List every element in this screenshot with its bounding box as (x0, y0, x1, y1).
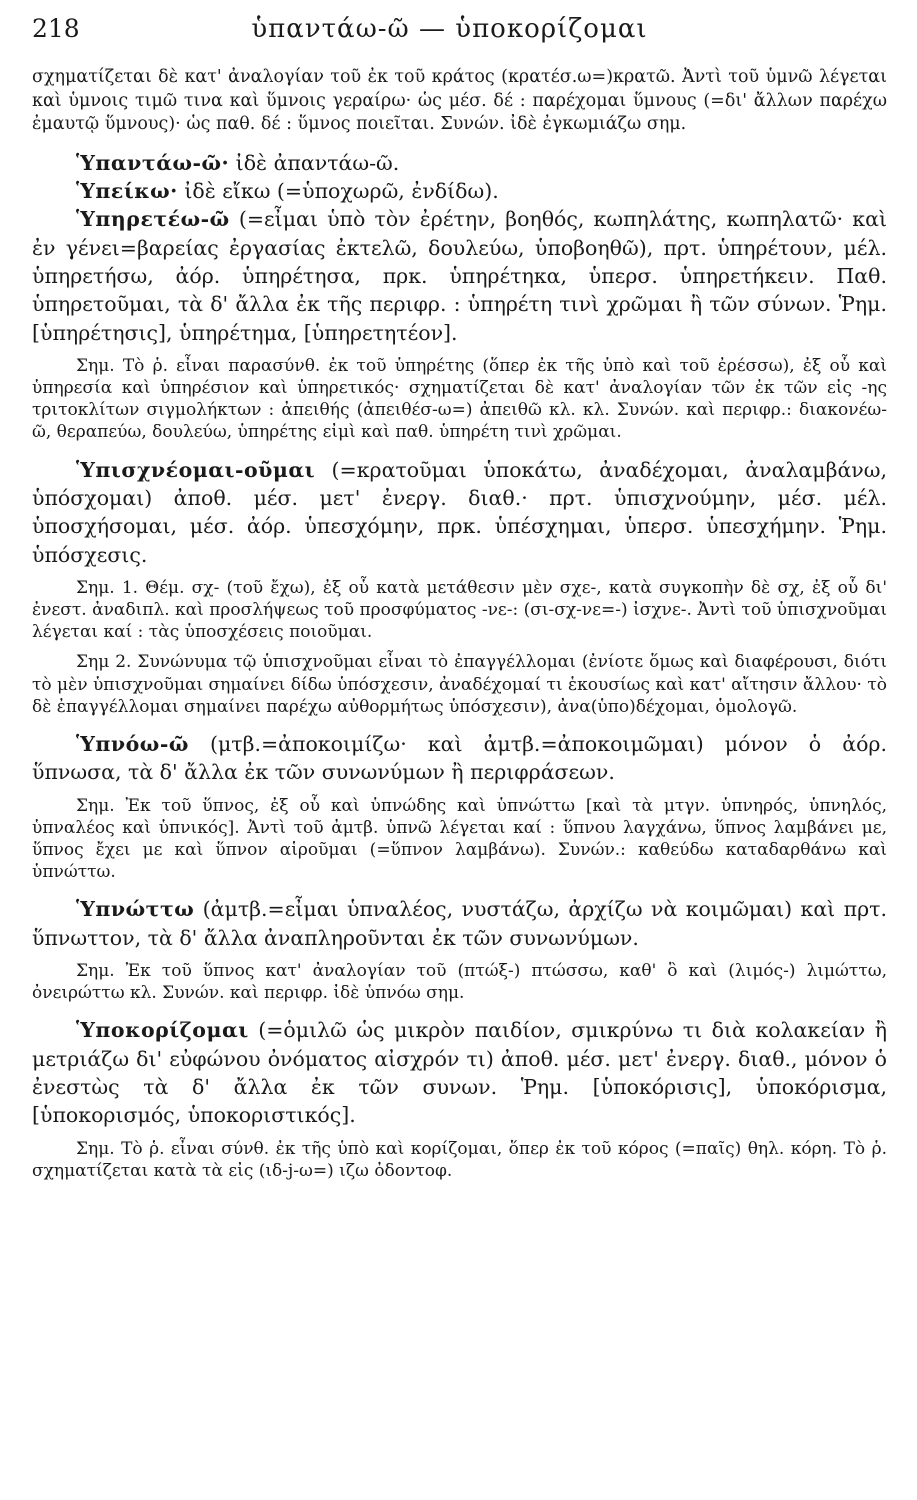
headword: Ὑπισχνέομαι-οῦμαι (76, 457, 316, 482)
entry-hypokorizomai (32, 1016, 887, 1129)
note-text: Σημ. Τὸ ῥ. εἶναι παρασύνθ. ἐκ τοῦ ὑπηρέτης (ὅπερ ἐκ τῆς ὑπὸ καὶ τοῦ ἐρέσσω), ἐξ οὗ καὶ ὑπηρεσία καὶ ὑπηρέσιον καὶ ὑπηρετικός· σχηματίζεται δὲ κατ' ἀναλογίαν τῶν ἐκ τῶν εἰς -ης τριτοκλίτων σιγμολήκτων : ἀπειθής (ἀπειθέσ-ω=) ἀπειθῶ κλ. κλ. Συνών. καὶ περιφρ.: διακονέω-ῶ, θεραπεύω, δουλεύω, ὑπηρέτης εἰμὶ καὶ παθ. ὑπηρέτη τινὶ χρῶμαι. (32, 355, 887, 443)
note-text: Σημ. Τὸ ῥ. εἶναι σύνθ. ἐκ τῆς ὑπὸ καὶ κορίζομαι, ὅπερ ἐκ τοῦ κόρος (=παῖς) θηλ. κόρη. Τὸ ῥ. σχηματίζεται κατὰ τὰ εἰς (ιδ-j-ω=) ιζω ὀδοντοφ. (32, 1138, 887, 1181)
entry-text: (=κρατοῦμαι ὑποκάτω, ἀναδέχομαι, ἀναλαμβάνω, ὑπόσχομαι) ἀποθ. μέσ. μετ' ἐνεργ. διαθ.· πρτ. ὑπισχνούμην, μέσ. μέλ. ὑποσχήσομαι, μέσ. ἀόρ. ὑπεσχόμην, πρκ. ὑπέσχημαι, ὑπερσ. ὑπεσχήμην. Ῥημ. ὑπόσχεσις. (32, 457, 887, 567)
headword: Ὑπηρετέω-ῶ (76, 207, 230, 232)
headword: Ὑπνόω-ῶ (76, 732, 189, 757)
note-hypokorizomai (32, 1138, 887, 1182)
note-text: Σημ. Ἐκ τοῦ ὕπνος κατ' ἀναλογίαν τοῦ (πτώξ-) πτώσσω, καθ' ὃ καὶ (λιμός-) λιμώττω, ὀνειρώττω κλ. Συνών. καὶ περιφρ. ἰδὲ ὑπνόω σημ. (32, 961, 887, 1004)
entry-text: (μτβ.=ἀποκοιμίζω· καὶ ἀμτβ.=ἀποκοιμῶμαι) μόνον ὁ ἀόρ. ὕπνωσα, τὰ δ' ἄλλα ἐκ τῶν συνωνύμων ἢ περιφράσεων. (32, 732, 887, 785)
note-text: Σημ. Ἐκ τοῦ ὕπνος, ἐξ οὗ καὶ ὑπνώδης καὶ ὑπνώττω [καὶ τὰ μτγν. ὑπνηρός, ὑπνηλός, ὑπναλέος καὶ ὑπνικός]. Ἀντὶ τοῦ ἀμτβ. ὑπνῶ λέγεται καί : ὕπνου λαγχάνω, ὕπνος λαμβάνει με, ὕπνος ἔχει με καὶ ὕπνον αἱροῦμαι (=ὕπνον λαμβάνω). Συνών.: καθεύδω καταδαρθάνω καὶ ὑπνώττω. (32, 795, 887, 883)
entry-text: ἰδὲ εἴκω (=ὑποχωρῶ, ἐνδίδω). (177, 179, 499, 204)
note-hypnoo (32, 795, 887, 884)
note-hypereteo (32, 355, 887, 444)
entry-hypischneomai (32, 456, 887, 569)
running-head: ὑπαντάω-ῶ — ὑποκορίζομαι (251, 14, 648, 44)
entry-text: ἰδὲ ἀπαντάω-ῶ. (229, 150, 400, 175)
headword: Ὑπαντάω-ῶ· (76, 150, 230, 175)
entry-hypnotto (32, 895, 887, 952)
note-text: Σημ. 1. Θέμ. σχ- (τοῦ ἔχω), ἐξ οὗ κατὰ μετάθεσιν μὲν σχε-, κατὰ συγκοπὴν δὲ σχ, ἐξ οὗ δι' ἐνεστ. ἀναδιπλ. καὶ προσλήψεως τοῦ προσφύματος -νε-: (σι-σχ-νε=-) ἰσχνε-. Ἀντὶ τοῦ ὑπισχνοῦμαι λέγεται καί : τὰς ὑποσχέσεις ποιοῦμαι. (32, 577, 887, 643)
note-text: Σημ 2. Συνώνυμα τῷ ὑπισχνοῦμαι εἶναι τὸ ἐπαγγέλλομαι (ἐνίοτε ὅμως καὶ διαφέρουσι, διότι τὸ μὲν ὑπισχνοῦμαι σημαίνει δίδω ὑπόσχεσιν, ἀναδέχομαί τι ἑκουσίως καὶ κατ' αἴτησιν ἄλλου· τὸ δὲ ἐπαγγέλλομαι σημαίνει παρέχω αὐθορμήτως ὑπόσχεσιν), ἀνα(ὑπο)δέχομαι, ὁμολογῶ. (32, 652, 887, 717)
entry-text: (=εἶμαι ὑπὸ τὸν ἐρέτην, βοηθός, κωπηλάτης, κωπηλατῶ· καὶ ἐν γένει=βαρείας ἐργασίας ἐκτελῶ, δουλεύω, ὑποβοηθῶ), πρτ. ὑπηρέτουν, μέλ. ὑπηρετήσω, ἀόρ. ὑπηρέτησα, πρκ. ὑπηρέτηκα, ὑπερσ. ὑπηρετήκειν. Παθ. ὑπηρετοῦμαι, τὰ δ' ἄλλα ἐκ τῆς περιφρ. : ὑπηρέτη τινὶ χρῶμαι ἢ τῶν σύνων. Ῥημ. [ὑπηρέτησις], ὑπηρέτημα, [ὑπηρετητέον]. (32, 207, 887, 345)
entry-hypnoo (32, 730, 887, 787)
page-header (32, 14, 887, 54)
page-body (32, 66, 887, 1182)
note-hypischneomai-1 (32, 577, 887, 644)
entry-hypereteo (32, 205, 887, 346)
headword: Ὑποκορίζομαι (76, 1018, 249, 1043)
note-hypischneomai-2 (32, 651, 887, 718)
entry-continuation: σχηματίζεται δὲ κατ' ἀναλογίαν τοῦ ἐκ τοῦ κράτος (κρατέσ.ω=)κρατῶ. Ἀντὶ τοῦ ὑμνῶ λέγεται καὶ ὑμνοις τιμῶ τινα καὶ ὕμνοις γεραίρω· ὡς μέσ. δέ : παρέχομαι ὕμνους (=δι' ἄλλων παρέχω ἐμαυτῷ ὕμνους)· ὡς παθ. δέ : ὕμνος ποιεῖται. Συνών. ἰδὲ ἐγκωμιάζω σημ. (32, 67, 887, 135)
entry-hypeiko (32, 177, 887, 205)
headword: Ὑπνώττω (76, 897, 195, 922)
note-hypnotto (32, 960, 887, 1004)
entry-hypantao (32, 149, 887, 177)
entry-text: (ἀμτβ.=εἶμαι ὑπναλέος, νυστάζω, ἀρχίζω νὰ κοιμῶμαι) καὶ πρτ. ὕπνωττον, τὰ δ' ἄλλα ἀναπληροῦνται ἐκ τῶν συνωνύμων. (32, 897, 887, 950)
headword: Ὑπείκω· (76, 179, 178, 204)
entry-text: (=ὁμιλῶ ὡς μικρὸν παιδίον, σμικρύνω τι διὰ κολακείαν ἢ μετριάζω δι' εὐφώνου ὀνόματος αἰσχρόν τι) ἀποθ. μέσ. μετ' ἐνεργ. διαθ., μόνον ὁ ἐνεστὼς τὰ δ' ἄλλα ἐκ τῶν συνων. Ῥημ. [ὑποκόρισις], ὑποκόρισμα, [ὑποκορισμός, ὑποκοριστικός]. (32, 1018, 887, 1128)
page-number: 218 (32, 14, 80, 43)
